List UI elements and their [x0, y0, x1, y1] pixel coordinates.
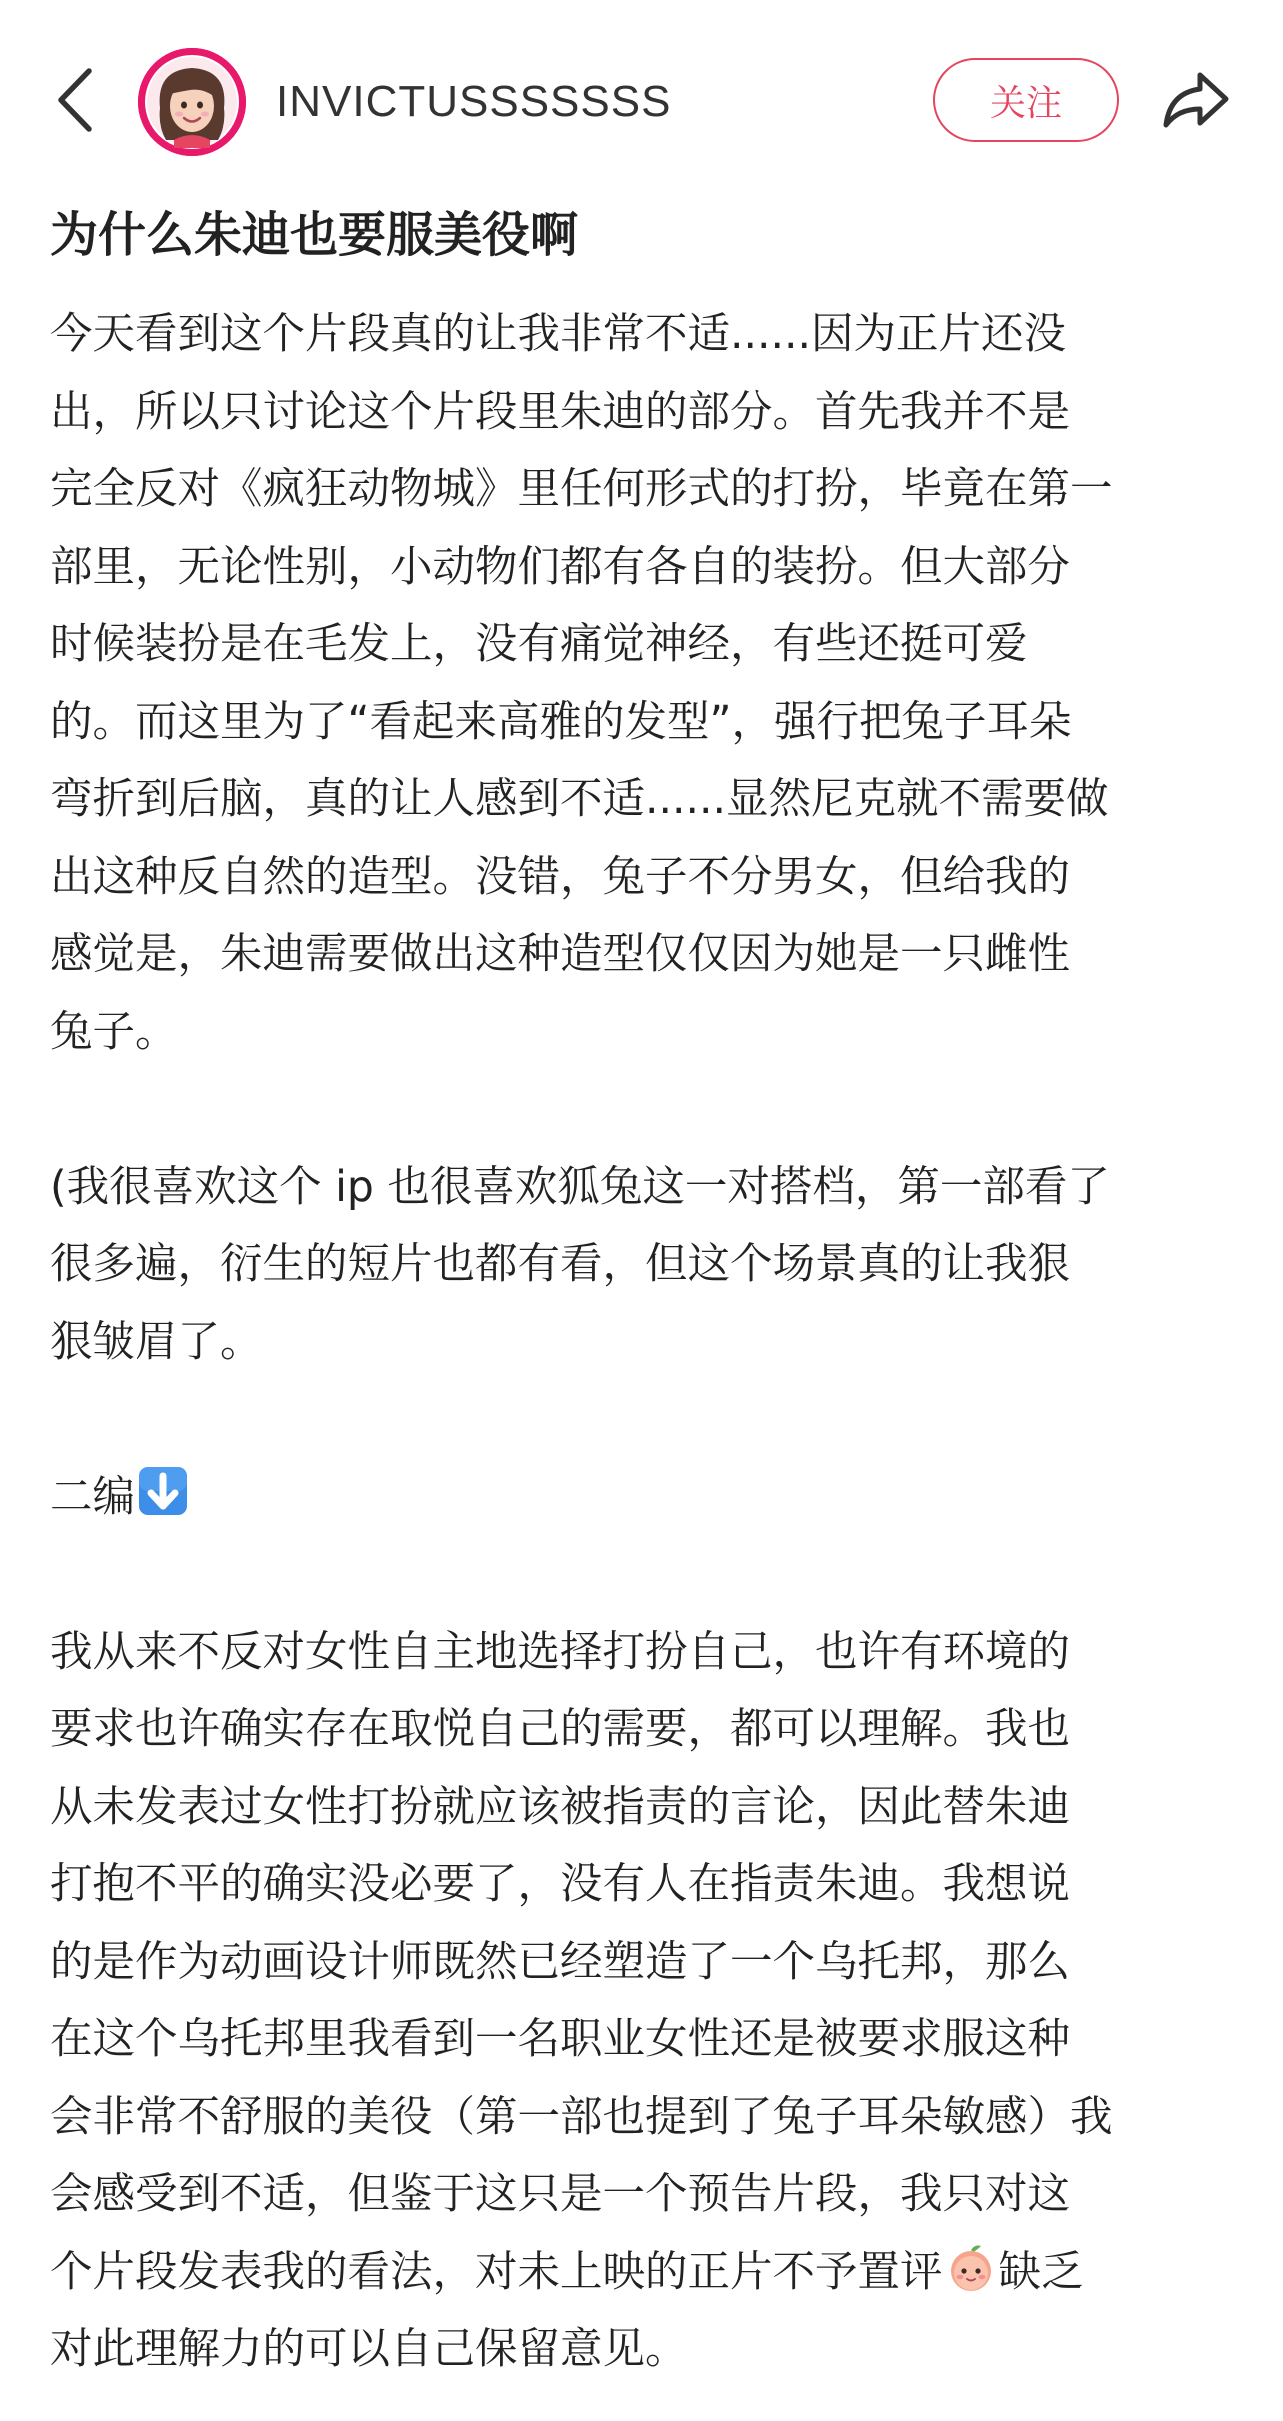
share-arrow-icon — [1160, 69, 1232, 131]
text-line: (我很喜欢这个 ip 也很喜欢狐兔这一对搭档，第一部看了 — [50, 1162, 1110, 1212]
post-content — [50, 296, 1250, 2389]
back-button[interactable] — [40, 55, 110, 145]
paragraph-gap — [50, 1536, 1250, 1614]
text-line: 对此理解力的可以自己保留意见。 — [50, 2325, 688, 2374]
post-header — [0, 0, 1283, 200]
avatar[interactable] — [138, 48, 246, 156]
paragraph-2 — [50, 1149, 1250, 1382]
text-line: 时候装扮是在毛发上，没有痛觉神经，有些还挺可爱 — [50, 620, 1028, 669]
text-line: 的是作为动画设计师既然已经塑造了一个乌托邦，那么 — [50, 1937, 1071, 1987]
text-segment: 个片段发表我的看法，对未上映的正片不予置评 — [50, 2247, 943, 2297]
text-line: 很多遍，衍生的短片也都有看，但这个场景真的让我狠 — [50, 1240, 1071, 1289]
text-line: 的。而这里为了“看起来高雅的发型”，强行把兔子耳朵 — [50, 697, 1072, 747]
text-line: 打抱不平的确实没必要了，没有人在指责朱迪。我想说 — [50, 1860, 1071, 1909]
share-button[interactable] — [1158, 62, 1234, 138]
text-segment: 缺乏 — [998, 2247, 1084, 2297]
edit-note — [50, 1459, 1250, 1537]
text-line: 出，所以只讨论这个片段里朱迪的部分。首先我并不是 — [50, 387, 1071, 437]
text-line: 要求也许确实存在取悦自己的需要，都可以理解。我也 — [50, 1705, 1071, 1754]
text-line: 感觉是，朱迪需要做出这种造型仅仅因为她是一只雌性 — [50, 930, 1071, 979]
text-line: 部里，无论性别，小动物们都有各自的装扮。但大部分 — [50, 542, 1071, 592]
down-arrow-emoji-icon — [137, 1465, 189, 1517]
follow-button[interactable]: 关注 — [933, 58, 1119, 142]
text-line: 出这种反自然的造型。没错，兔子不分男女，但给我的 — [50, 852, 1071, 902]
paragraph-3 — [50, 1614, 1250, 2389]
edit-label: 二编 — [50, 1472, 136, 1522]
text-line: 今天看到这个片段真的让我非常不适......因为正片还没 — [50, 310, 1067, 359]
paragraph-gap — [50, 1381, 1250, 1459]
text-line: 完全反对《疯狂动物城》里任何形式的打扮，毕竟在第一 — [50, 465, 1113, 514]
text-line: 弯折到后脑，真的让人感到不适......显然尼克就不需要做 — [50, 775, 1109, 824]
text-line — [50, 2234, 1250, 2312]
avatar-image — [138, 48, 246, 156]
edit-line — [50, 1459, 1250, 1537]
post-title: 为什么朱迪也要服美役啊 — [50, 207, 579, 263]
text-line: 在这个乌托邦里我看到一名职业女性还是被要求服这种 — [50, 2015, 1071, 2064]
text-line: 狠皱眉了。 — [50, 1317, 263, 1367]
text-line: 会感受到不适，但鉴于这只是一个预告片段，我只对这 — [50, 2170, 1071, 2219]
chevron-left-icon — [53, 65, 97, 135]
text-line: 我从来不反对女性自主地选择打扮自己，也许有环境的 — [50, 1627, 1071, 1677]
text-line: 会非常不舒服的美役（第一部也提到了兔子耳朵敏感）我 — [50, 2092, 1113, 2142]
text-line: 兔子。 — [50, 1007, 178, 1057]
paragraph-1 — [50, 296, 1250, 1071]
peach-emoji-icon — [945, 2242, 997, 2294]
text-line: 从未发表过女性打扮就应该被指责的言论，因此替朱迪 — [50, 1782, 1071, 1832]
paragraph-gap — [50, 1071, 1250, 1149]
username[interactable]: INVICTUSSSSSSS — [276, 77, 672, 126]
